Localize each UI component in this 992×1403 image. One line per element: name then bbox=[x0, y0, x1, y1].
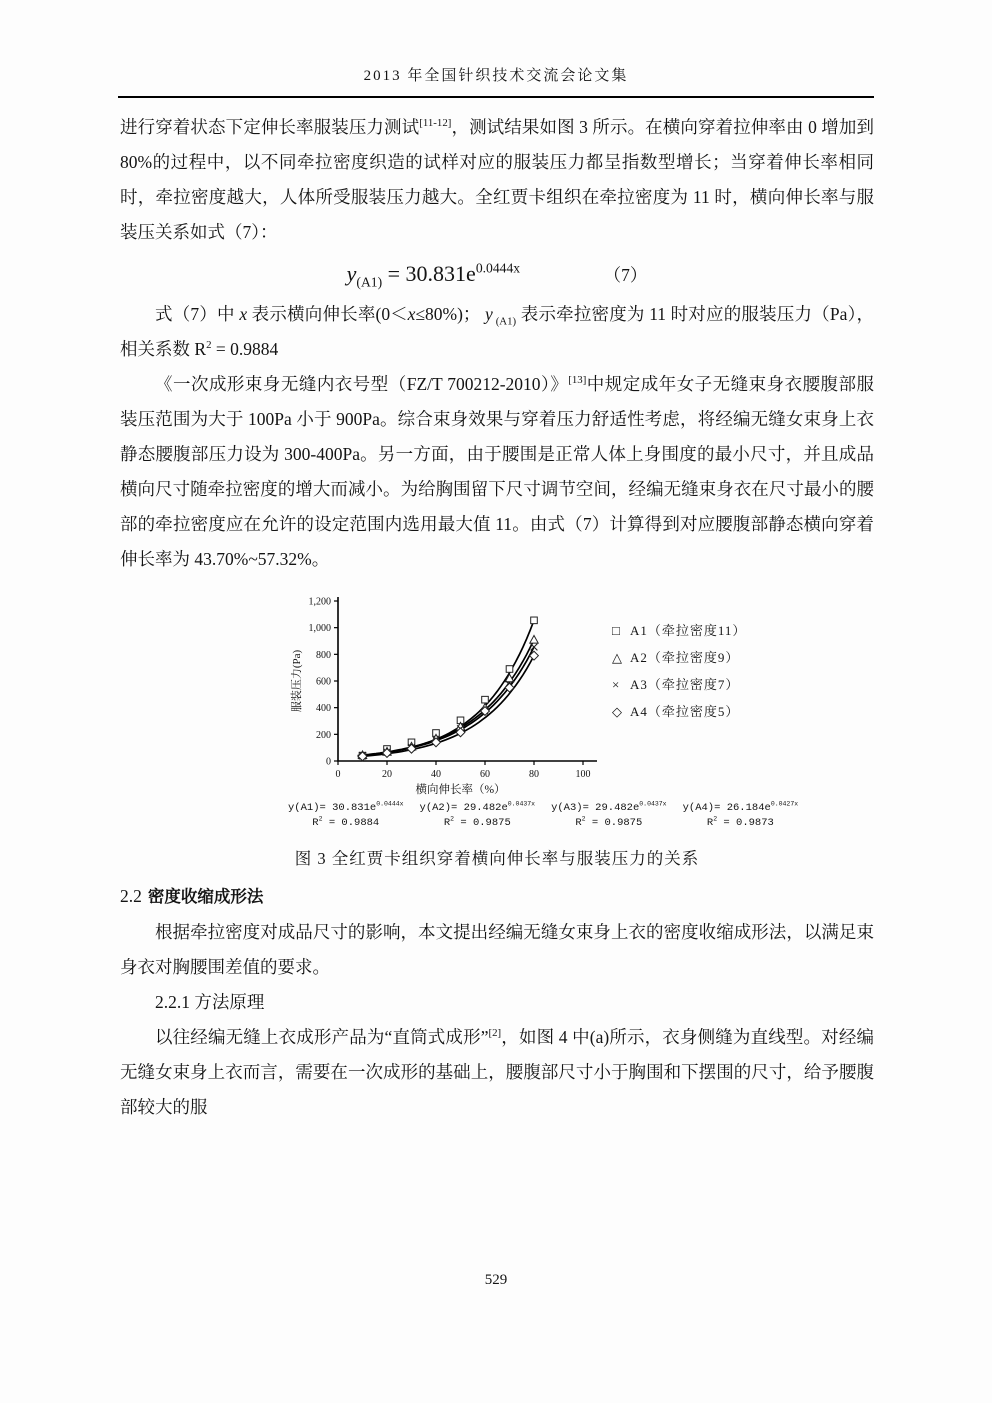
square-marker bbox=[506, 666, 513, 673]
legend-item-a4 bbox=[612, 698, 746, 725]
x-tick-label: 20 bbox=[382, 769, 392, 780]
legend-label: A2（牵拉密度9） bbox=[630, 650, 740, 665]
y-tick-label: 1,200 bbox=[308, 596, 331, 608]
equation-7-number: （7） bbox=[603, 265, 648, 285]
legend-label: A1（牵拉密度11） bbox=[630, 623, 747, 638]
legend-item-a3 bbox=[612, 671, 746, 698]
section-2-2-heading bbox=[120, 879, 874, 915]
fit-curve-triangle bbox=[358, 640, 534, 756]
fit-equation-a2 bbox=[420, 801, 536, 831]
y-tick-label: 800 bbox=[316, 649, 331, 661]
fit-r-squared: $R^2 = 0.9875$ bbox=[443, 815, 511, 829]
y-axis-label: 服装压力(Pa) bbox=[291, 649, 303, 713]
equation-7 bbox=[120, 254, 874, 295]
fit-r-squared: $R^2 = 0.9873$ bbox=[706, 815, 774, 829]
square-icon: □ bbox=[612, 623, 621, 638]
x-icon: × bbox=[612, 677, 621, 692]
fit-equations bbox=[288, 801, 874, 831]
paragraph-principle: 以往经编无缝上衣成形产品为“直筒式成形”[2]，如图 4 中(a)所示，衣身侧缝为直线型。对经编无缝女束身上衣而言，需要在一次成形的基础上，腰腹部尺寸小于胸围和下摆围的尺寸，给予腰腹部较大的服 bbox=[120, 1027, 874, 1117]
legend-item-a2 bbox=[612, 644, 746, 671]
x-tick-label: 40 bbox=[431, 769, 441, 780]
triangle-marker bbox=[530, 635, 538, 643]
page-content bbox=[120, 98, 874, 1125]
fit-formula: $y(A3)= 29.482e^{0.0437x}$ bbox=[551, 800, 667, 814]
square-marker bbox=[531, 617, 538, 624]
diamond-icon: ◇ bbox=[612, 704, 623, 719]
fit-r-squared: $R^2 = 0.9875$ bbox=[575, 815, 643, 829]
fit-equation-a1 bbox=[288, 801, 404, 831]
x-axis-label: 横向伸长率（%） bbox=[415, 784, 506, 796]
y-tick-label: 400 bbox=[316, 703, 331, 715]
fit-formula: $y(A4)= 26.184e^{0.0427x}$ bbox=[682, 800, 799, 814]
section-number: 2.2 bbox=[120, 886, 142, 906]
fit-r-squared: $R^2 = 0.9884$ bbox=[312, 815, 380, 829]
chart-axes bbox=[338, 597, 597, 761]
figure-3-chart bbox=[288, 593, 600, 799]
paragraph-equation-explain: 式（7）中 x 表示横向伸长率(0＜x≤80%)； y $_{(A1)}$ 表示牵拉密度为 11 时对应的服装压力（Pa），相关系数 $R^2 = 0.9884$ bbox=[120, 304, 875, 359]
fit-formula: $y(A1)= 30.831e^{0.0444x}$ bbox=[288, 800, 404, 814]
equation-7-formula: $y_{(A1)} = 30.831e^{0.0444x}$ bbox=[346, 260, 521, 290]
chart-legend bbox=[612, 593, 746, 725]
figure-3-plot-row bbox=[288, 593, 874, 799]
x-tick-label: 100 bbox=[575, 769, 591, 780]
y-tick-label: 1,000 bbox=[308, 623, 331, 635]
legend-label: A4（牵拉密度5） bbox=[630, 704, 740, 719]
y-tick-label: 600 bbox=[316, 676, 331, 688]
section-title: 密度收缩成形法 bbox=[147, 888, 264, 906]
y-tick-label: 200 bbox=[316, 729, 331, 741]
legend-label: A3（牵拉密度7） bbox=[630, 677, 740, 692]
paragraph-pressure-test: 进行穿着状态下定伸长率服装压力测试[11-12]，测试结果如图 3 所示。在横向穿着拉伸率由 0 增加到 80%的过程中，以不同牵拉密度织造的试样对应的服装压力都呈指数型增长；当穿着伸长率相同时，牵拉密度越大，人体所受服装压力越大。全红贾卡组织在牵拉密度为 11 时，横向伸长率与服装压关系如式（7）： bbox=[120, 117, 875, 242]
fit-equation-a4 bbox=[683, 801, 799, 831]
figure-3-caption: 图 3 全红贾卡组织穿着横向伸长率与服装压力的关系 bbox=[294, 849, 700, 868]
figure-3 bbox=[120, 593, 874, 869]
triangle-icon: △ bbox=[612, 650, 623, 665]
x-tick-label: 0 bbox=[335, 769, 341, 780]
paragraph-standard: 《一次成形束身无缝内衣号型（FZ/T 700212-2010）》[13]中规定成年女子无缝束身衣腰腹部服装压范围为大于 100Pa 小于 900Pa。综合束身效果与穿着压力舒适性考虑，将经编无缝女束身上衣静态腰腹部压力设为 300-400Pa。另一方面，由于腰围是正常人体上身围度的最小尺寸，并且成品横向尺寸随牵拉密度的增大而减小。为给胸围留下尺寸调节空间，经编无缝束身衣在尺寸最小的腰部的牵拉密度应在允许的设定范围内选用最大值 11。由式（7）计算得到对应腰腹部静态横向穿着伸长率为 43.70%~57.32%。 bbox=[120, 374, 875, 569]
fit-equation-a3 bbox=[551, 801, 667, 831]
x-tick-label: 60 bbox=[480, 769, 490, 780]
page-number: 529 bbox=[484, 1272, 508, 1288]
conference-header: 2013 年全国针织技术交流会论文集 bbox=[363, 68, 629, 84]
square-marker bbox=[482, 696, 489, 703]
paragraph-method-intro: 根据牵拉密度对成品尺寸的影响，本文提出经编无缝女束身上衣的密度收缩成形法，以满足束身衣对胸腰围差值的要求。 bbox=[120, 922, 874, 977]
fit-formula: $y(A2)= 29.482e^{0.0437x}$ bbox=[419, 800, 536, 814]
y-tick-label: 0 bbox=[326, 756, 331, 768]
legend-item-a1 bbox=[612, 617, 746, 644]
subsection-2-2-1-heading: 2.2.1 方法原理 bbox=[155, 992, 265, 1012]
x-tick-label: 80 bbox=[529, 769, 539, 780]
x-marker bbox=[531, 644, 538, 651]
